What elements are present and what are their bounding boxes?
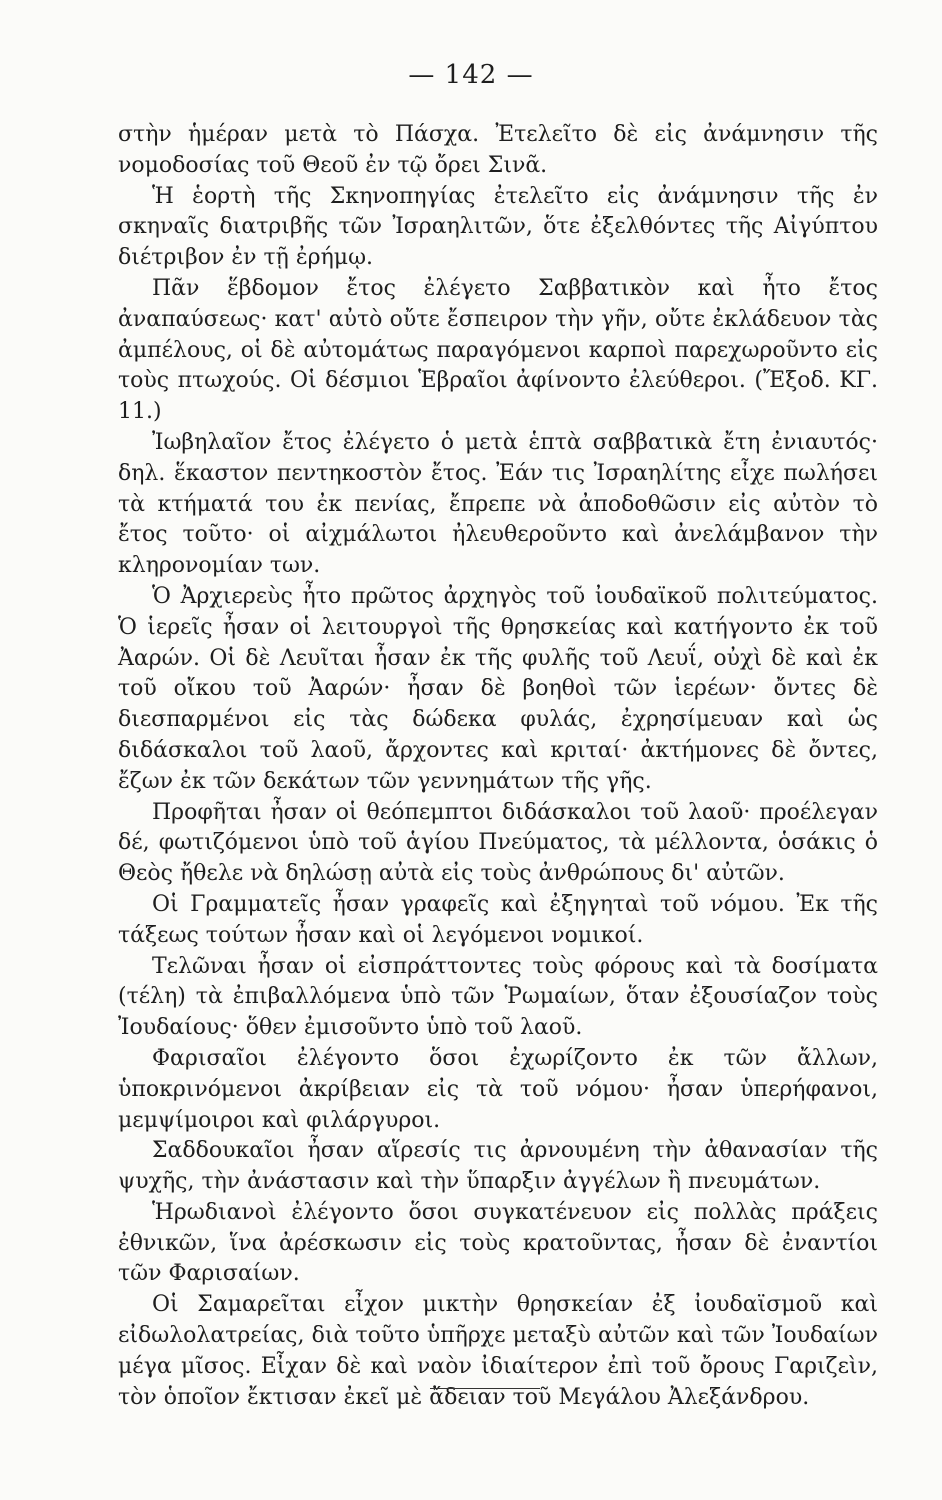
paragraph: Τελῶναι ἦσαν οἱ εἰσπράττοντες τοὺς φόρους καὶ τὰ δοσίματα (τέλη) τὰ ἐπιβαλλόμενα ὑπὸ τῶν Ῥωμαίων, ὅταν ἐξουσίαζον τοὺς Ἰουδαίους· ὅθεν ἐμισοῦντο ὑπὸ τοῦ λαοῦ. — [118, 953, 878, 1041]
paragraph: Οἱ Γραμματεῖς ἦσαν γραφεῖς καὶ ἐξηγηταὶ τοῦ νόμου. Ἐκ τῆς τάξεως τούτων ἦσαν καὶ οἱ λεγόμενοι νομικοί. — [118, 891, 878, 948]
paragraph: Οἱ Σαμαρεῖται εἶχον μικτὴν θρησκείαν ἐξ ἰουδαϊσμοῦ καὶ εἰδωλολατρείας, διὰ τοῦτο ὑπῆρχε μεταξὺ αὐτῶν καὶ τῶν Ἰουδαίων μέγα μῖσος. Εἶχαν δὲ καὶ ναὸν ἰδιαίτερον ἐπὶ τοῦ ὄρους Γαριζεὶν, τὸν ὁποῖον ἔκτισαν ἐκεῖ μὲ ἄδειαν τοῦ Μεγάλου Ἀλεξάνδρου. — [118, 1292, 878, 1410]
text-body — [118, 120, 878, 1413]
paragraph: Προφῆται ἦσαν οἱ θεόπεμπτοι διδάσκαλοι τοῦ λαοῦ· προέλεγαν δέ, φωτιζόμενοι ὑπὸ τοῦ ἁγίου Πνεύματος, τὰ μέλλοντα, ὁσάκις ὁ Θεὸς ἤθελε νὰ δηλώσῃ αὐτὰ εἰς τοὺς ἀνθρώπους δι' αὐτῶν. — [118, 799, 878, 887]
paragraph: Ἡ ἑορτὴ τῆς Σκηνοπηγίας ἐτελεῖτο εἰς ἀνάμνησιν τῆς ἐν σκηναῖς διατριβῆς τῶν Ἰσραηλιτῶν, ὅτε ἐξελθόντες τῆς Αἰγύπτου διέτριβον ἐν τῇ ἐρήμῳ. — [118, 183, 878, 271]
paragraph: Ἰωβηλαῖον ἔτος ἐλέγετο ὁ μετὰ ἑπτὰ σαββατικὰ ἔτη ἐνιαυτός· δηλ. ἕκαστον πεντηκοστὸν ἔτος. Ἐάν τις Ἰσραηλίτης εἶχε πωλήσει τὰ κτήματά του ἐκ πενίας, ἔπρεπε νὰ ἀποδοθῶσιν εἰς αὐτὸν τὸ ἔτος τοῦτο· οἱ αἰχμάλωτοι ἠλευθεροῦντο καὶ ἀνελάμβανον τὴν κληρονομίαν των. — [118, 429, 878, 579]
page-number: — 142 — — [408, 60, 534, 90]
end-rule-divider — [430, 1388, 540, 1389]
paragraph: Φαρισαῖοι ἐλέγοντο ὅσοι ἐχωρίζοντο ἐκ τῶν ἄλλων, ὑποκρινόμενοι ἀκρίβειαν εἰς τὰ τοῦ νόμου· ἦσαν ὑπερήφανοι, μεμψίμοιροι καὶ φιλάργυροι. — [118, 1045, 878, 1133]
paragraph: Ἡρωδιανοὶ ἐλέγοντο ὅσοι συγκατένευον εἰς πολλὰς πράξεις ἐθνικῶν, ἵνα ἀρέσκωσιν εἰς τοὺς κρατοῦντας, ἦσαν δὲ ἐναντίοι τῶν Φαρισαίων. — [118, 1199, 878, 1287]
paragraph: Πᾶν ἕβδομον ἔτος ἐλέγετο Σαββατικὸν καὶ ἦτο ἔτος ἀναπαύσεως· κατ' αὐτὸ οὔτε ἔσπειρον τὴν γῆν, οὔτε ἐκλάδευον τὰς ἀμπέλους, οἱ δὲ αὐτομάτως παραγόμενοι καρποὶ παρεχωροῦντο εἰς τοὺς πτωχούς. Οἱ δέσμιοι Ἑβραῖοι ἀφίνοντο ἐλεύθεροι. (Ἔξοδ. ΚΓ. 11.) — [118, 275, 878, 425]
paragraph: στὴν ἡμέραν μετὰ τὸ Πάσχα. Ἐτελεῖτο δὲ εἰς ἀνάμνησιν τῆς νομοδοσίας τοῦ Θεοῦ ἐν τῷ ὄρει Σινᾶ. — [118, 122, 878, 178]
paragraph: Σαδδουκαῖοι ἦσαν αἵρεσίς τις ἀρνουμένη τὴν ἀθανασίαν τῆς ψυχῆς, τὴν ἀνάστασιν καὶ τὴν ὕπαρξιν ἀγγέλων ἢ πνευμάτων. — [118, 1138, 878, 1195]
paragraph: Ὁ Ἀρχιερεὺς ἦτο πρῶτος ἀρχηγὸς τοῦ ἰουδαϊκοῦ πολιτεύματος. Ὁ ἱερεῖς ἦσαν οἱ λειτουργοὶ τῆς θρησκείας καὶ κατήγοντο ἐκ τοῦ Ἀαρών. Οἱ δὲ Λευῖται ἦσαν ἐκ τῆς φυλῆς τοῦ Λευΐ, οὐχὶ δὲ καὶ ἐκ τοῦ οἴκου τοῦ Ἀαρών· ἦσαν δὲ βοηθοὶ τῶν ἱερέων· ὄντες δὲ διεσπαρμένοι εἰς τὰς δώδεκα φυλάς, ἐχρησίμευαν καὶ ὡς διδάσκαλοι τοῦ λαοῦ, ἄρχοντες καὶ κριταί· ἀκτήμονες δὲ ὄντες, ἔζων ἐκ τῶν δεκάτων τῶν γεννημάτων τῆς γῆς. — [118, 583, 878, 794]
